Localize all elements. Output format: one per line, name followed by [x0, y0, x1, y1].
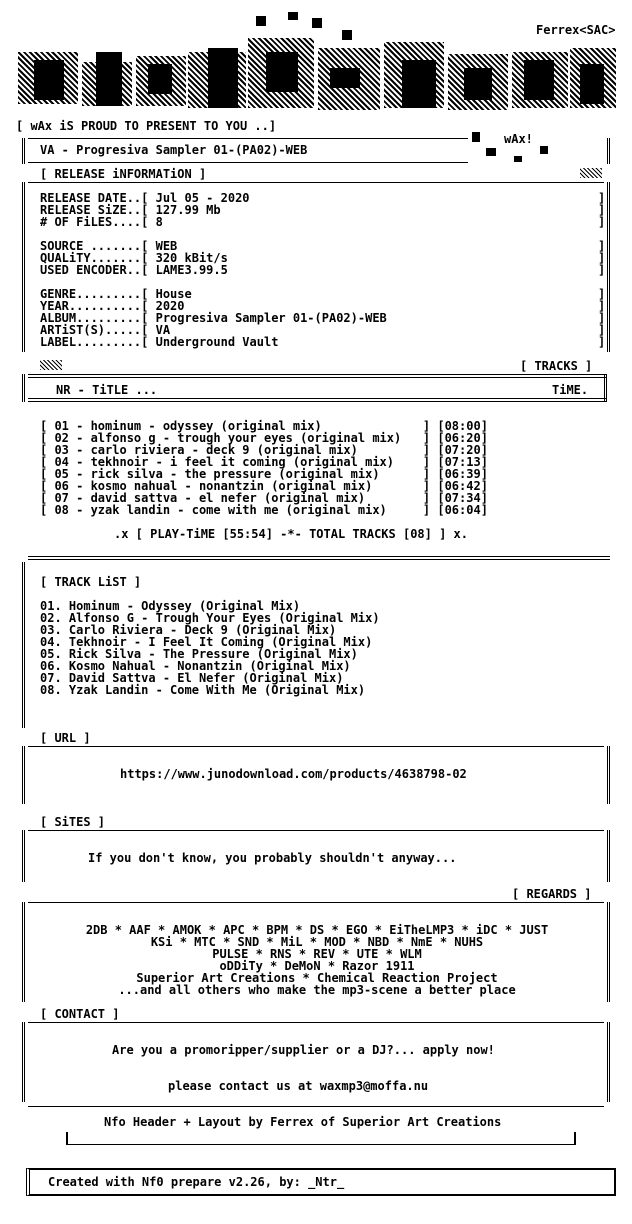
- track-list-label: [ TRACK LiST ]: [40, 575, 142, 589]
- track-list-item: 07. David Sattva - El Nefer (Original Mix): [40, 671, 344, 685]
- url-value[interactable]: https://www.junodownload.com/products/4638798-02: [120, 767, 467, 781]
- tracks-label: [ TRACKS ]: [520, 359, 593, 373]
- tracks-summary: .x [ PLAY-TiME [55:54] -*- TOTAL TRACKS [08] ] x.: [114, 527, 469, 541]
- track-list-item: 03. Carlo Riviera - Deck 9 (Original Mix): [40, 623, 337, 637]
- release-info-row: RELEASE SiZE..[ 127.99 Mb: [40, 203, 221, 217]
- track-row: [ 07 - david sattva - el nefer (original mix) ] [07:34]: [40, 491, 488, 505]
- release-info-row: LABEL.........[ Underground Vault: [40, 335, 279, 349]
- track-list-item: 01. Hominum - Odyssey (Original Mix): [40, 599, 301, 613]
- regards-list: [28, 924, 606, 996]
- created-with: Created with Nf0 prepare v2.26, by: _Ntr_: [48, 1175, 345, 1189]
- track-list-item: 02. Alfonso G - Trough Your Eyes (Original Mix): [40, 611, 380, 625]
- regards-line: 2DB * AAF * AMOK * APC * BPM * DS * EGO * EiTheLMP3 * iDC * JUST: [85, 923, 549, 937]
- release-info-row: ALBUM.........[ Progresiva Sampler 01-(PA02)-WEB: [40, 311, 387, 325]
- track-list-item: 08. Yzak Landin - Come With Me (Original Mix): [40, 683, 366, 697]
- tracks-col-time: TiME.: [552, 383, 589, 397]
- release-info-row: USED ENCODER..[ LAME3.99.5: [40, 263, 228, 277]
- contact-line-1: Are you a promoripper/supplier or a DJ?... apply now!: [112, 1043, 495, 1057]
- release-info-row: SOURCE .......[ WEB: [40, 239, 178, 253]
- release-info-row: QUALiTY.......[ 320 kBit/s: [40, 251, 228, 265]
- release-name: VA - Progresiva Sampler 01-(PA02)-WEB: [40, 143, 308, 157]
- regards-line: PULSE * RNS * REV * UTE * WLM: [212, 947, 422, 961]
- release-info-row: ARTiST(S).....[ VA: [40, 323, 171, 337]
- track-row: [ 01 - hominum - odyssey (original mix) ] [08:00]: [40, 419, 488, 433]
- wax-logo: [12, 12, 620, 112]
- release-info-row: YEAR..........[ 2020: [40, 299, 185, 313]
- header-credit: Ferrex<SAC>: [536, 23, 616, 37]
- url-label: [ URL ]: [40, 731, 91, 745]
- release-info-row: # OF FiLES....[ 8: [40, 215, 163, 229]
- intro-line: [ wAx iS PROUD TO PRESENT TO YOU ..]: [16, 119, 277, 133]
- track-row: [ 02 - alfonso g - trough your eyes (original mix) ] [06:20]: [40, 431, 488, 445]
- regards-line: ...and all others who make the mp3-scene a better place: [118, 983, 516, 997]
- tracks-table: [40, 420, 618, 516]
- track-list-item: 05. Rick Silva - The Pressure (Original Mix): [40, 647, 358, 661]
- sites-label: [ SiTES ]: [40, 815, 106, 829]
- track-list-item: 06. Kosmo Nahual - Nonantzin (Original Mix): [40, 659, 351, 673]
- regards-line: KSi * MTC * SND * MiL * MOD * NBD * NmE * NUHS: [150, 935, 484, 949]
- regards-label: [ REGARDS ]: [512, 887, 592, 901]
- track-row: [ 03 - carlo riviera - deck 9 (original mix) ] [07:20]: [40, 443, 488, 457]
- regards-line: oDDiTy * DeMoN * Razor 1911: [219, 959, 415, 973]
- track-row: [ 06 - kosmo nahual - nonantzin (original mix) ] [06:42]: [40, 479, 488, 493]
- tracks-col-title: NR - TiTLE ...: [56, 383, 158, 397]
- sites-text: If you don't know, you probably shouldn't anyway...: [88, 851, 457, 865]
- track-list-item: 04. Tekhnoir - I Feel It Coming (Original Mix): [40, 635, 373, 649]
- release-info-row: GENRE.........[ House: [40, 287, 192, 301]
- release-info-label: [ RELEASE iNFORMATiON ]: [40, 167, 207, 181]
- track-row: [ 08 - yzak landin - come with me (original mix) ] [06:04]: [40, 503, 488, 517]
- wax-tag: wAx!: [504, 132, 533, 146]
- regards-line: Superior Art Creations * Chemical Reaction Project: [136, 971, 498, 985]
- track-row: [ 05 - rick silva - the pressure (original mix) ] [06:39]: [40, 467, 488, 481]
- track-list: [40, 600, 618, 696]
- nfo-document: Ferrex<SAC> [ wAx iS PROUD TO PRESENT TO YOU ..] wAx! VA - Progresiva Sampler 01-(PA02)-WEB [ RELEASE iNFORMATiON ] RELEASE DATE..[ Jul 05 - 2020 RELEASE SiZE..[ 127.99 Mb # OF FiLES....[ 8 SOURCE .......[ WEB QUALiTY.......[ 320 kBit/s USED ENCODER..[ LAME3.99.5 GENRE.........[ House YEAR..........[ 2020 ALBUM.........[ Progresiva Sampler 01-(PA02)-WEB ARTiST(S).....[ VA LABEL.........[ Underground Vault ] ] ] ] ] ] ] ] ] ] ] [ TRACKS ] NR - TiTLE ... TiME. [ 01 - hominum - odyssey (original mix) ] [08:00] [ 02 - alfonso g - trough your eyes (original mix) ] [06:20] [ 03 - carlo riviera - deck 9 (original mix) ] [07:20] [ 04 - tekhnoir - i feel it coming (original mix) ] [07:13] [ 05 - rick silva - the pressure (original mix) ] [06:39] [ 06 - kosmo nahual - nonantzin (original mix) ] [06:42] [ 07 - david sattva - el nefer (original mix) ] [07:34] [ 08 - yzak landin - come with me (original mix) ] [06:04] .x [ PLAY-TiME [55:54] -*- TOTAL TRACKS [08] ] x. [ TRACK LiST ] 01. Hominum - Odyssey (Original Mix) 02. Alfonso G - Trough Your Eyes (Original Mix) 03. Carlo Riviera - Deck 9 (Original Mix) 04. Tekhnoir - I Feel It Coming (Original Mix) 05. Rick Silva - The Pressure (Original Mix) 06. Kosmo Nahual - Nonantzin (Original Mix) 07. David Sattva - El Nefer (Original Mix) 08. Yzak Landin - Come With Me (Original Mix) [ URL ] https://www.junodownload.com/products/4638798-02 [ SiTES ] If you don't know, you probably shouldn't anyway... [ REGARDS ] 2DB * AAF * AMOK * APC * BPM * DS * EGO * EiTheLMP3 * iDC * JUST KSi * MTC * SND * MiL * MOD * NBD * NmE * NUHS PULSE * RNS * REV * UTE * WLM oDDiTy * DeMoN * Razor 1911 Superior Art Creations * Chemical Reaction Project ...and all others who make the mp3-scene a better place [ CONTACT ] Are you a promoripper/supplier or a DJ?... apply now! please contact us at waxmp3@moffa.nu Nfo Header + Layout by Ferrex of Superior Art Creations Created with Nf0 prepare v2.26, by: _Ntr_: [0, 0, 632, 1224]
- track-row: [ 04 - tekhnoir - i feel it coming (original mix) ] [07:13]: [40, 455, 488, 469]
- contact-line-2[interactable]: please contact us at waxmp3@moffa.nu: [168, 1079, 429, 1093]
- layout-credit: Nfo Header + Layout by Ferrex of Superior Art Creations: [104, 1115, 502, 1129]
- contact-label: [ CONTACT ]: [40, 1007, 120, 1021]
- release-info-row: RELEASE DATE..[ Jul 05 - 2020: [40, 191, 250, 205]
- release-info-rows: [40, 192, 618, 348]
